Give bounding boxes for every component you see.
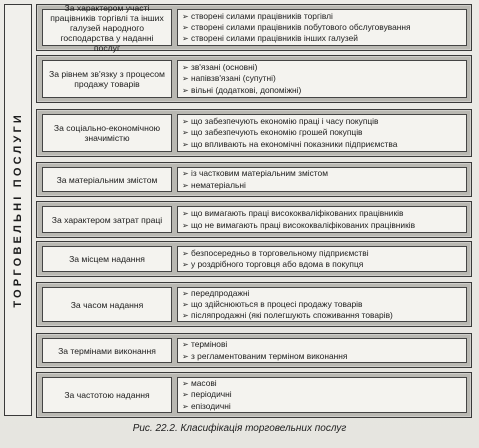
criterion-label: За матеріальним змістом xyxy=(42,167,172,192)
arrow-bullet-icon: ➢ xyxy=(182,390,189,400)
list-item: ➢ післяпродажні (які полегшують споживання товарів) xyxy=(182,310,393,321)
arrow-bullet-icon: ➢ xyxy=(182,63,189,73)
arrow-bullet-icon: ➢ xyxy=(182,401,189,411)
criterion-label: За характером затрат праці xyxy=(42,206,172,233)
list-item: ➢ що впливають на економічні показники підприємства xyxy=(182,138,398,149)
items-list xyxy=(177,206,467,233)
list-item: ➢ створені силами працівників торгівлі xyxy=(182,10,333,21)
classification-row xyxy=(36,372,472,418)
classification-row xyxy=(36,162,472,197)
items-list xyxy=(177,9,467,46)
figure-caption: Рис. 22.2. Класифікація торговельних послуг xyxy=(132,423,347,434)
items-list xyxy=(177,246,467,272)
criterion-label: За характером участі працівників торгівлі та інших галузей народного господарства у наданні послуг xyxy=(42,9,172,46)
arrow-bullet-icon: ➢ xyxy=(182,311,189,321)
list-item: ➢ вільні (додаткові, допоміжні) xyxy=(182,84,302,95)
criterion-label: За термінами виконання xyxy=(42,338,172,363)
list-item: ➢ у роздрібного торговця або вдома в покупця xyxy=(182,259,364,269)
items-list xyxy=(177,60,467,98)
criterion-label: За частотою надання xyxy=(42,377,172,413)
arrow-bullet-icon: ➢ xyxy=(182,128,189,138)
arrow-bullet-icon: ➢ xyxy=(182,74,189,84)
arrow-bullet-icon: ➢ xyxy=(182,22,189,32)
arrow-bullet-icon: ➢ xyxy=(182,11,189,21)
arrow-bullet-icon: ➢ xyxy=(182,139,189,149)
list-item: ➢ що вимагають праці висококваліфікованих працівників xyxy=(182,208,404,219)
list-item: ➢ передпродажні xyxy=(182,287,250,298)
items-list xyxy=(177,167,467,192)
arrow-bullet-icon: ➢ xyxy=(182,34,189,44)
classification-row xyxy=(36,4,472,51)
criterion-label: За часом надання xyxy=(42,287,172,322)
arrow-bullet-icon: ➢ xyxy=(182,169,189,179)
arrow-bullet-icon: ➢ xyxy=(182,288,189,298)
list-item: ➢ створені силами працівників інших галузей xyxy=(182,33,358,44)
arrow-bullet-icon: ➢ xyxy=(182,209,189,219)
vertical-label-box xyxy=(4,4,32,416)
arrow-bullet-icon: ➢ xyxy=(182,379,189,389)
list-item: ➢ із частковим матеріальним змістом xyxy=(182,168,328,179)
list-item: ➢ що забезпечують економію праці і часу покупців xyxy=(182,116,379,127)
classification-row xyxy=(36,333,472,368)
list-item: ➢ з регламентованим терміном виконання xyxy=(182,350,348,361)
list-item: ➢ напівзв'язані (супутні) xyxy=(182,73,276,84)
list-item: ➢ що здійснюються в процесі продажу товарів xyxy=(182,298,363,309)
list-item: ➢ безпосередньо в торговельному підприємстві xyxy=(182,247,369,258)
list-item: ➢ що забезпечують економію грошей покупців xyxy=(182,127,363,138)
arrow-bullet-icon: ➢ xyxy=(182,180,189,190)
vertical-label: ТОРГОВЕЛЬНІ ПОСЛУГИ xyxy=(12,112,24,308)
arrow-bullet-icon: ➢ xyxy=(182,248,189,258)
arrow-bullet-icon: ➢ xyxy=(182,299,189,309)
arrow-bullet-icon: ➢ xyxy=(182,340,189,350)
criterion-label: За місцем надання xyxy=(42,246,172,272)
classification-row xyxy=(36,282,472,327)
list-item: ➢ що не вимагають праці висококваліфікованих працівників xyxy=(182,219,416,230)
list-item: ➢ масові xyxy=(182,378,217,389)
classification-row xyxy=(36,241,472,277)
classification-row xyxy=(36,109,472,157)
arrow-bullet-icon: ➢ xyxy=(182,260,189,269)
items-list xyxy=(177,287,467,322)
arrow-bullet-icon: ➢ xyxy=(182,117,189,127)
criterion-label: За рівнем зв'язку з процесом продажу товарів xyxy=(42,60,172,98)
list-item: ➢ нематеріальні xyxy=(182,179,246,190)
items-list xyxy=(177,338,467,363)
list-item: ➢ епізодичні xyxy=(182,400,231,411)
list-item: ➢ зв'язані (основні) xyxy=(182,62,258,73)
list-item: ➢ термінові xyxy=(182,339,228,350)
items-list xyxy=(177,377,467,413)
items-list xyxy=(177,114,467,152)
arrow-bullet-icon: ➢ xyxy=(182,220,189,230)
arrow-bullet-icon: ➢ xyxy=(182,351,189,361)
list-item: ➢ періодичні xyxy=(182,389,232,400)
criterion-label: За соціально-економічною значимістю xyxy=(42,114,172,152)
classification-row xyxy=(36,201,472,238)
arrow-bullet-icon: ➢ xyxy=(182,85,189,95)
classification-row xyxy=(36,55,472,103)
list-item: ➢ створені силами працівників побутового обслуговування xyxy=(182,21,411,32)
